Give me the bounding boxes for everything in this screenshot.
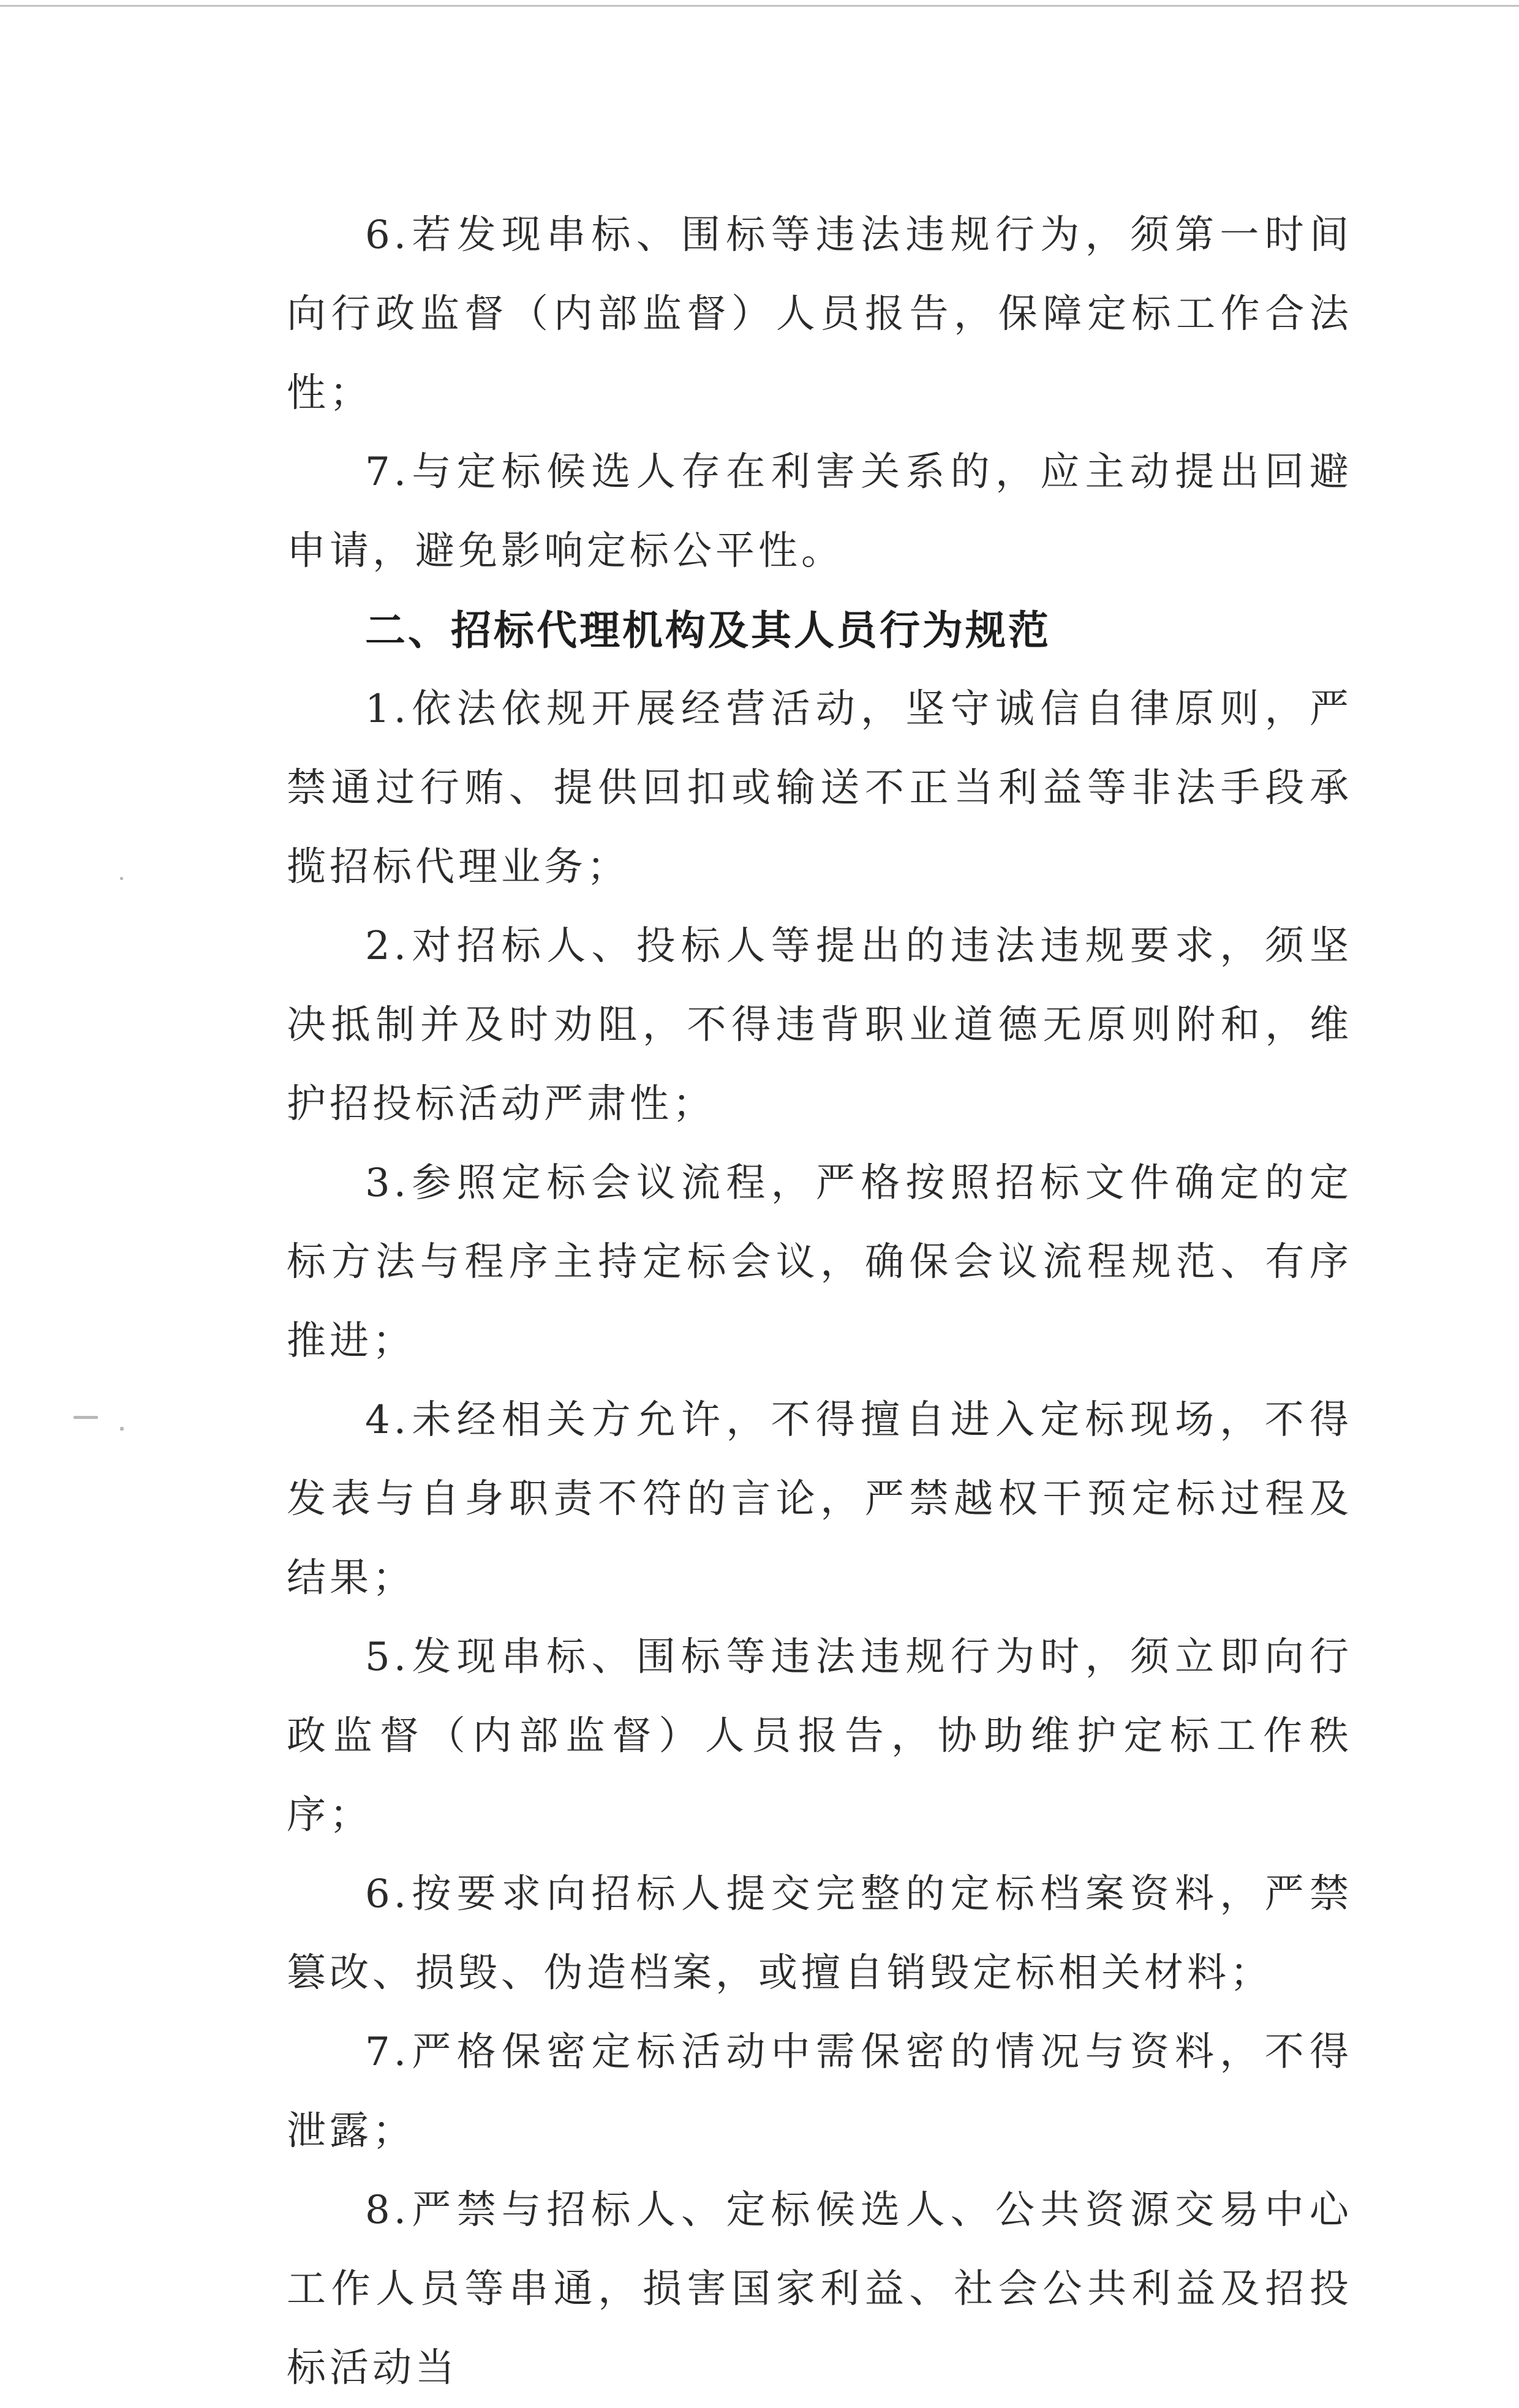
clause-paragraph: 1.依法依规开展经营活动，坚守诚信自律原则，严禁通过行贿、提供回扣或输送不正当利益等非法手段承揽招标代理业务； — [287, 687, 1352, 890]
scan-speck — [120, 1427, 124, 1431]
section-heading: 二、招标代理机构及其人员行为规范 — [365, 607, 1051, 654]
clause-paragraph: 6.若发现串标、围标等违法违规行为，须第一时间向行政监督（内部监督）人员报告，保障定标工作合法性； — [287, 213, 1352, 416]
clause-paragraph: 3.参照定标会议流程，严格按照招标文件确定的定标方法与程序主持定标会议，确保会议流程规范、有序推进； — [287, 1161, 1352, 1364]
clause-paragraph: 4.未经相关方允许，不得擅自进入定标现场，不得发表与自身职责不符的言论，严禁越权干预定标过程及结果； — [287, 1398, 1352, 1601]
scan-top-edge — [0, 5, 1519, 7]
scan-speck — [74, 1416, 98, 1419]
scan-speck — [120, 877, 123, 880]
clause-paragraph: 7.严格保密定标活动中需保密的情况与资料，不得泄露； — [287, 2030, 1352, 2154]
clause-paragraph: 5.发现串标、围标等违法违规行为时，须立即向行政监督（内部监督）人员报告，协助维护定标工作秩序； — [287, 1635, 1352, 1838]
document-body — [287, 196, 1352, 2408]
clause-paragraph: 6.按要求向招标人提交完整的定标档案资料，严禁篡改、损毁、伪造档案，或擅自销毁定标相关材料； — [287, 1872, 1352, 1996]
clause-paragraph: 2.对招标人、投标人等提出的违法违规要求，须坚决抵制并及时劝阻，不得违背职业道德无原则附和，维护招投标活动严肃性； — [287, 924, 1352, 1127]
clause-paragraph: 7.与定标候选人存在利害关系的，应主动提出回避申请，避免影响定标公平性。 — [287, 450, 1352, 574]
clause-paragraph: 8.严禁与招标人、定标候选人、公共资源交易中心工作人员等串通，损害国家利益、社会公共利益及招投标活动当 — [287, 2188, 1352, 2391]
